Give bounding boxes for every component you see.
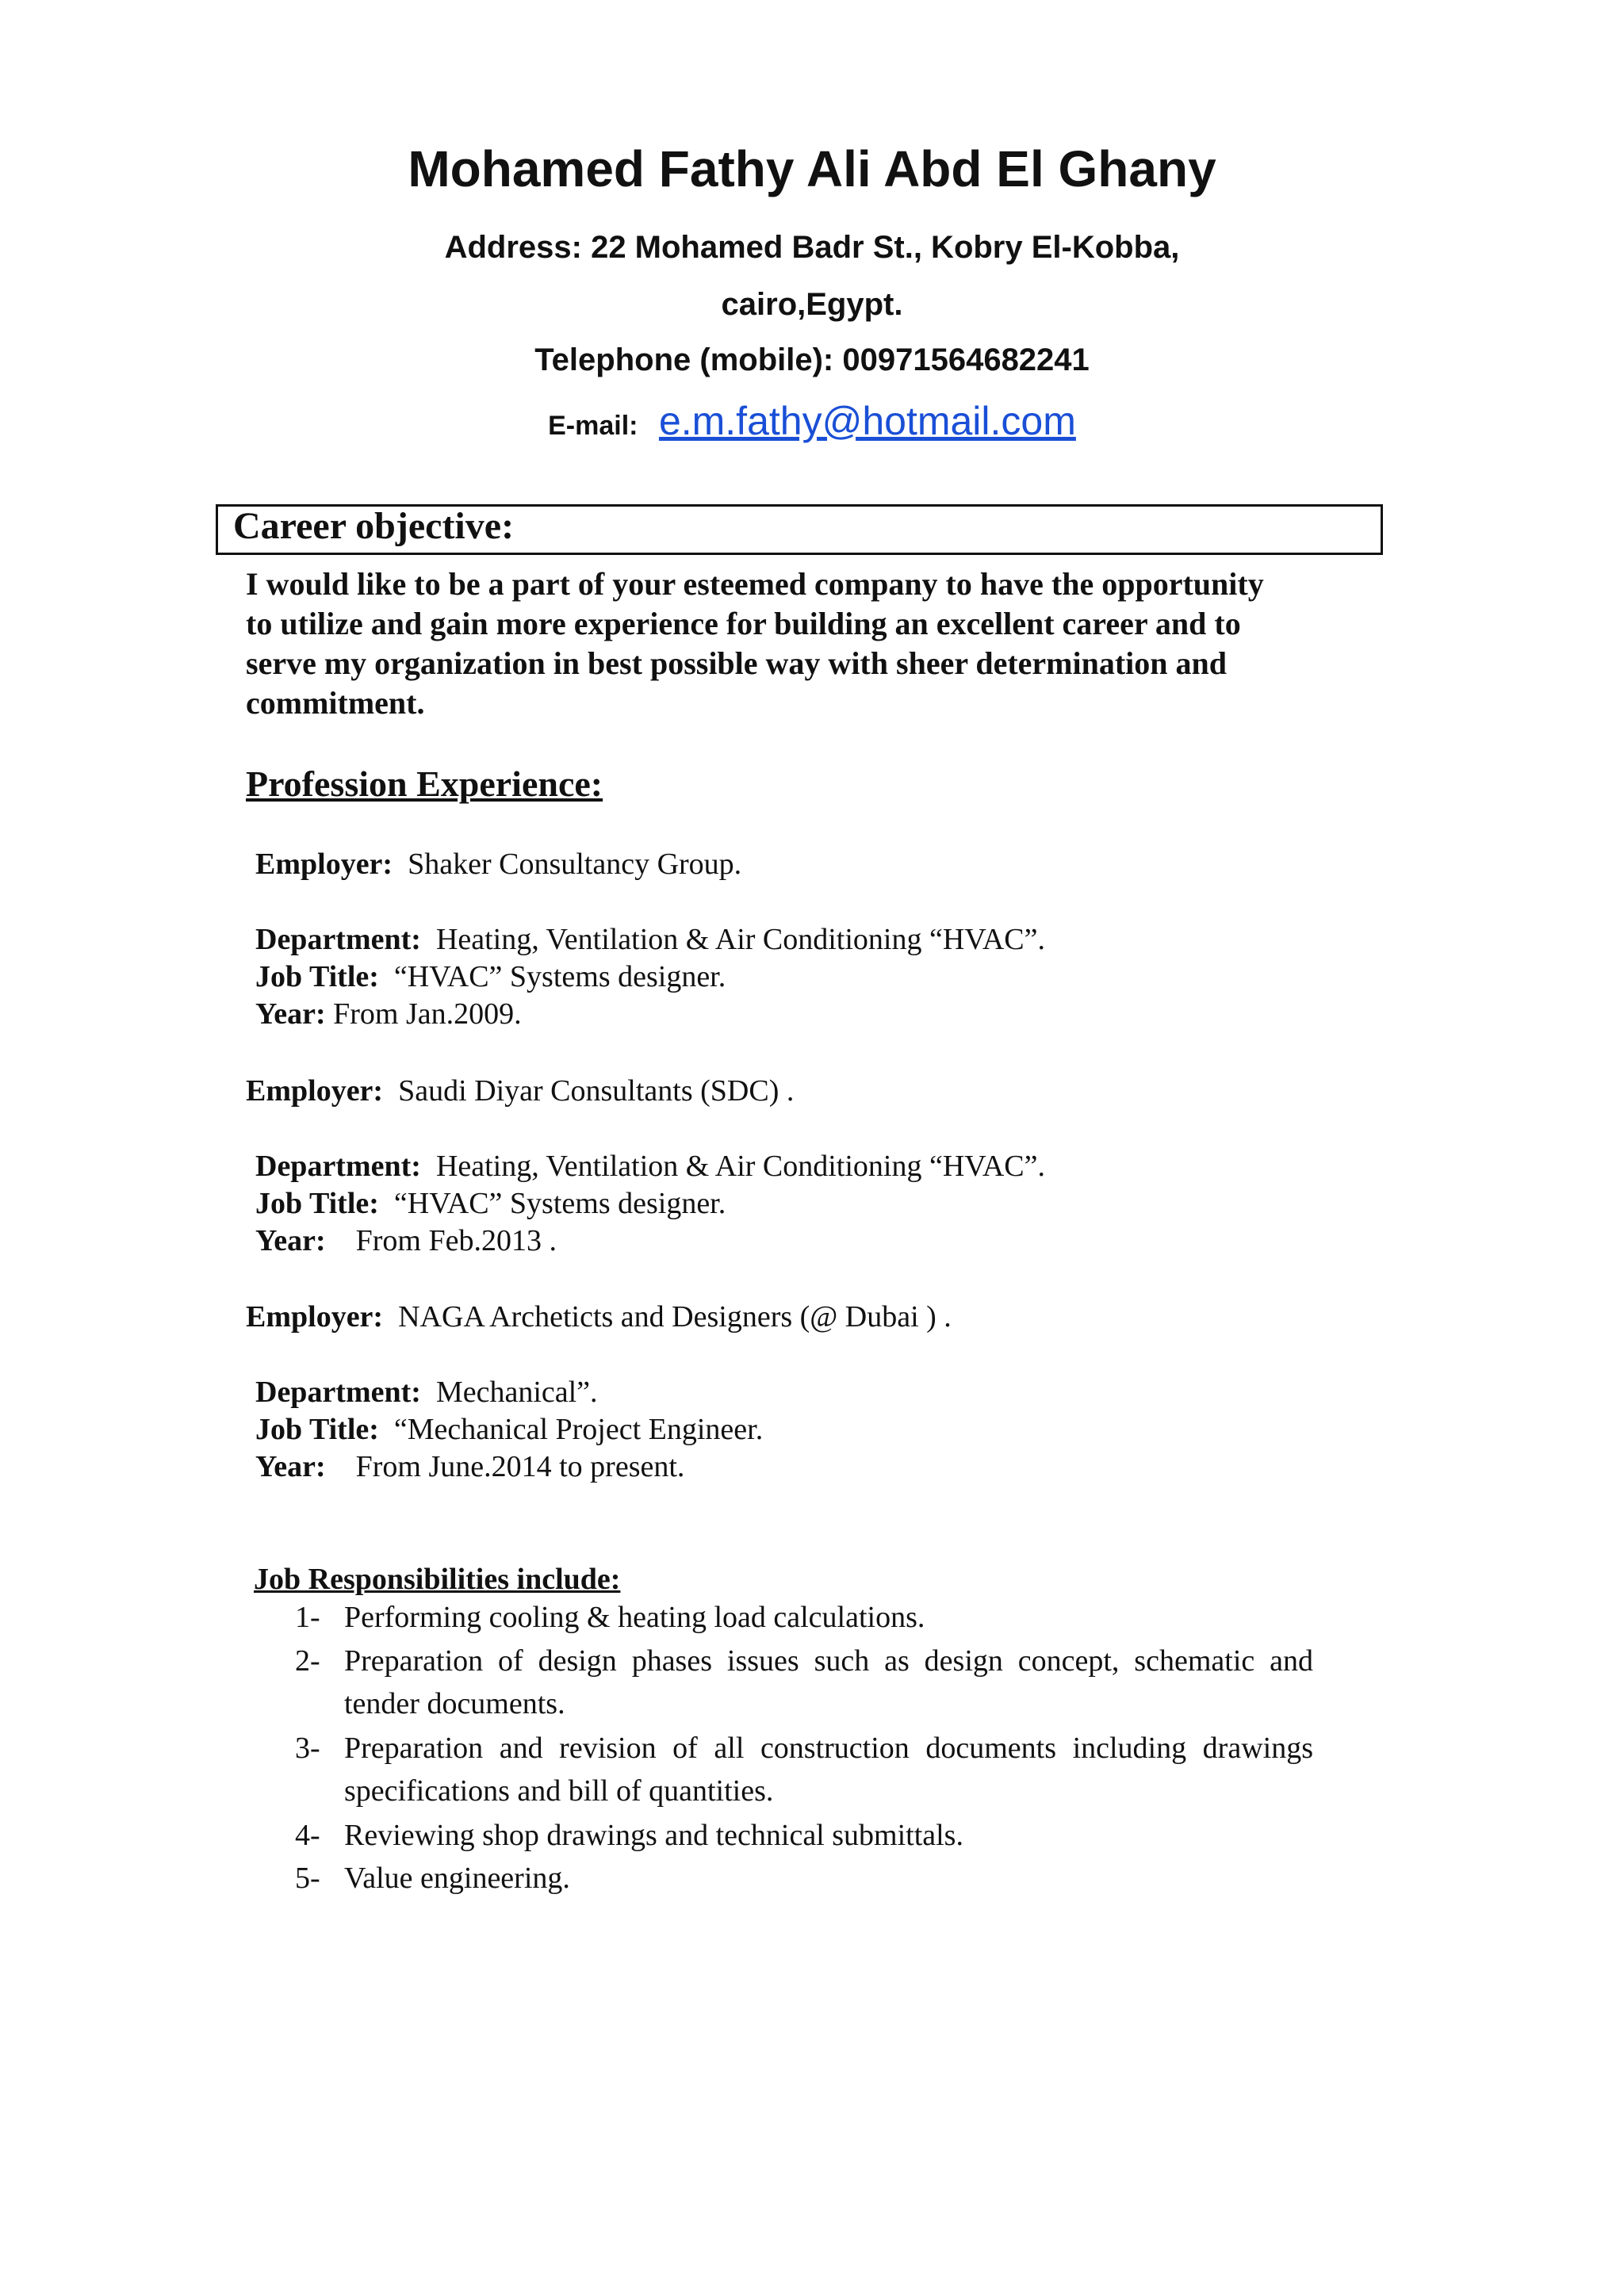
year-value: From June.2014 to present. <box>355 1450 685 1483</box>
employer-label: Employer: <box>246 1300 384 1334</box>
entry-2-department <box>255 1148 1045 1184</box>
email-label: E-mail: <box>548 411 638 441</box>
entry-3-employer <box>246 1299 952 1335</box>
entry-1-employer <box>255 846 741 882</box>
list-item-number: 5- <box>295 1862 320 1895</box>
entry-1-year <box>255 996 522 1032</box>
year-value: From Jan.2009. <box>333 997 522 1031</box>
objective-line: serve my organization in best possible way with sheer determination and <box>246 645 1228 681</box>
list-item-number: 1- <box>295 1601 320 1634</box>
year-label: Year: <box>255 1450 326 1483</box>
list-item: Preparation of design phases issues such as design concept, schematic and tender documents. <box>344 1644 1313 1720</box>
entry-1-department <box>255 921 1045 958</box>
entry-3-department <box>255 1374 598 1410</box>
employer-label: Employer: <box>246 1074 384 1108</box>
entry-2-employer <box>246 1073 794 1109</box>
department-label: Department: <box>255 1150 421 1183</box>
department-label: Department: <box>255 923 421 956</box>
department-label: Department: <box>255 1376 421 1409</box>
address-line-2: cairo,Egypt. <box>721 287 903 322</box>
year-label: Year: <box>255 997 326 1031</box>
address-line-1: Address: 22 Mohamed Badr St., Kobry El-Kobba, <box>444 230 1180 265</box>
email-link[interactable]: e.m.fathy@hotmail.com <box>658 399 1076 443</box>
entry-2-job-title <box>255 1185 726 1222</box>
job-title-value: “HVAC” Systems designer. <box>393 960 726 993</box>
list-item-number: 4- <box>295 1819 320 1852</box>
employer-value: NAGA Archeticts and Designers (@ Dubai ) . <box>398 1300 952 1334</box>
job-title-label: Job Title: <box>255 960 379 993</box>
entry-2-year <box>255 1223 557 1259</box>
list-item: Reviewing shop drawings and technical submittals. <box>344 1819 963 1852</box>
year-value: From Feb.2013 . <box>355 1224 557 1257</box>
department-value: Heating, Ventilation & Air Conditioning “HVAC”. <box>435 923 1045 956</box>
responsibilities-title: Job Responsibilities include: <box>254 1563 621 1596</box>
objective-line: commitment. <box>246 685 425 721</box>
entry-1-job-title <box>255 959 726 995</box>
year-label: Year: <box>255 1224 326 1257</box>
list-item-number: 2- <box>295 1644 320 1678</box>
department-value: Mechanical”. <box>435 1376 598 1409</box>
candidate-name: Mohamed Fathy Ali Abd El Ghany <box>408 140 1216 197</box>
career-objective-title: Career objective: <box>233 505 515 547</box>
job-title-value: “Mechanical Project Engineer. <box>393 1413 764 1446</box>
job-title-label: Job Title: <box>255 1413 379 1446</box>
list-item: Value engineering. <box>344 1862 570 1895</box>
job-title-label: Job Title: <box>255 1187 379 1220</box>
job-title-value: “HVAC” Systems designer. <box>393 1187 726 1220</box>
objective-line: to utilize and gain more experience for building an excellent career and to <box>246 606 1241 641</box>
employer-label: Employer: <box>255 848 393 881</box>
entry-3-job-title <box>255 1411 763 1448</box>
entry-3-year <box>255 1448 684 1485</box>
experience-title: Profession Experience: <box>246 763 603 804</box>
employer-value: Shaker Consultancy Group. <box>408 848 742 881</box>
list-item: Preparation and revision of all construction documents including drawings specifications and bill of quantities. <box>344 1732 1313 1808</box>
list-item: Performing cooling & heating load calculations. <box>344 1601 925 1634</box>
department-value: Heating, Ventilation & Air Conditioning “HVAC”. <box>435 1150 1045 1183</box>
employer-value: Saudi Diyar Consultants (SDC) . <box>398 1074 795 1108</box>
email-row <box>0 398 1624 444</box>
telephone: Telephone (mobile): 00971564682241 <box>534 342 1090 377</box>
objective-line: I would like to be a part of your esteemed company to have the opportunity <box>246 566 1264 602</box>
list-item-number: 3- <box>295 1732 320 1765</box>
career-objective-text <box>246 564 1388 723</box>
